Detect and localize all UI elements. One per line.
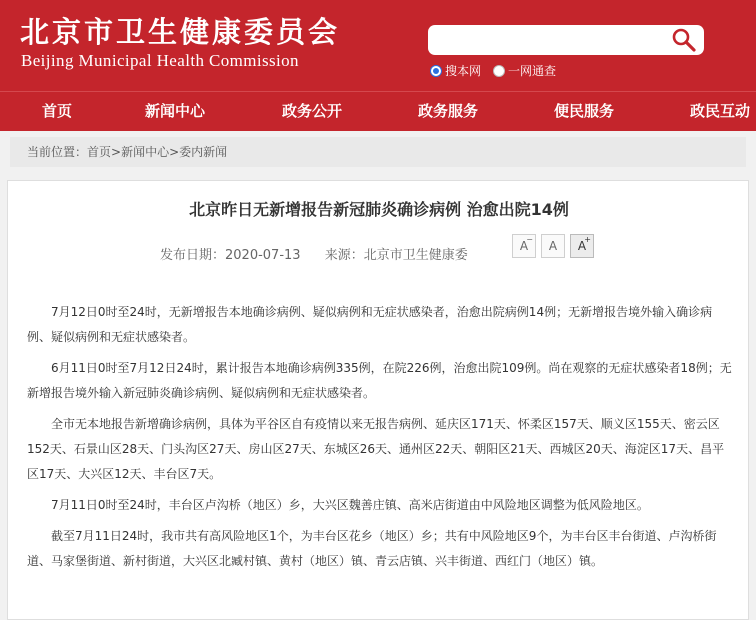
article-card <box>7 180 749 620</box>
site-title[interactable]: 北京市卫生健康委员会 <box>20 15 341 49</box>
article-paragraph: 截至7月11日24时，我市共有高风险地区1个，为丰台区花乡（地区）乡；共有中风险地区9个，为丰台区丰台街道、卢沟桥街道、马家堡街道、新村街道，大兴区北臧村镇、黄村（地区）镇、青云店镇、兴丰街道、西红门（地区）镇。 <box>27 529 717 568</box>
main-nav <box>0 91 756 131</box>
nav-item-home[interactable]: 首页 <box>42 102 73 120</box>
article-source: 来源：北京市卫生健康委 <box>324 248 468 263</box>
search-scope-site[interactable] <box>430 62 481 79</box>
search-button[interactable] <box>670 27 698 53</box>
breadcrumb-separator: > <box>111 145 122 159</box>
article-paragraph: 7月11日0时至24时，丰台区卢沟桥（地区）乡，大兴区魏善庄镇、高米店街道由中风险地区调整为低风险地区。 <box>51 498 649 512</box>
nav-item-public-services[interactable]: 便民服务 <box>554 102 615 120</box>
radio-unchecked-icon[interactable] <box>493 65 505 77</box>
article-paragraph: 全市无本地报告新增确诊病例，具体为平谷区自有疫情以来无报告病例、延庆区171天、怀柔区157天、顺义区155天、密云区152天、石景山区28天、门头沟区27天、房山区27天、东城区26天、通州区22天、朝阳区21天、西城区20天、海淀区17天、昌平区17天、大兴区12天、丰台区7天。 <box>27 417 725 481</box>
publish-date: 发布日期：2020-07-13 <box>160 248 301 263</box>
article-body <box>27 300 733 580</box>
site-header <box>0 0 756 91</box>
search-scope-site-label: 搜本网 <box>445 64 482 78</box>
breadcrumb-prefix: 当前位置： <box>27 145 88 159</box>
breadcrumb <box>10 137 746 167</box>
nav-item-gov-affairs[interactable]: 政务公开 <box>282 102 343 120</box>
article-meta <box>160 244 488 263</box>
nav-item-interaction[interactable]: 政民互动 <box>690 102 751 120</box>
breadcrumb-home[interactable]: 首页 <box>87 145 112 159</box>
font-larger-button[interactable]: A + <box>570 234 594 258</box>
search-box <box>428 25 704 55</box>
font-size-controls <box>512 234 599 258</box>
search-icon <box>671 27 697 53</box>
breadcrumb-separator: > <box>169 145 180 159</box>
site-subtitle: Beijing Municipal Health Commission <box>21 51 299 70</box>
breadcrumb-commission-news[interactable]: 委内新闻 <box>179 145 228 159</box>
search-input[interactable] <box>428 25 664 55</box>
search-scope-all[interactable] <box>493 62 556 79</box>
nav-item-news[interactable]: 新闻中心 <box>145 102 206 120</box>
article-title: 北京昨日无新增报告新冠肺炎确诊病例 治愈出院14例 <box>189 200 569 219</box>
nav-item-gov-services[interactable]: 政务服务 <box>418 102 479 120</box>
font-smaller-button[interactable]: A − <box>512 234 536 258</box>
breadcrumb-news[interactable]: 新闻中心 <box>121 145 170 159</box>
article-paragraph: 6月11日0时至7月12日24时，累计报告本地确诊病例335例，在院226例，治愈出院109例。尚在观察的无症状感染者18例；无新增报告境外输入新冠肺炎确诊病例、疑似病例和无症状感染者。 <box>27 361 732 400</box>
radio-checked-icon[interactable] <box>430 65 442 77</box>
font-default-button[interactable]: A <box>541 234 565 258</box>
article-paragraph: 7月12日0时至24时，无新增报告本地确诊病例、疑似病例和无症状感染者，治愈出院病例14例；无新增报告境外输入确诊病例、疑似病例和无症状感染者。 <box>27 305 713 344</box>
search-scope-all-label: 一网通查 <box>508 64 557 78</box>
search-scope <box>430 62 568 79</box>
